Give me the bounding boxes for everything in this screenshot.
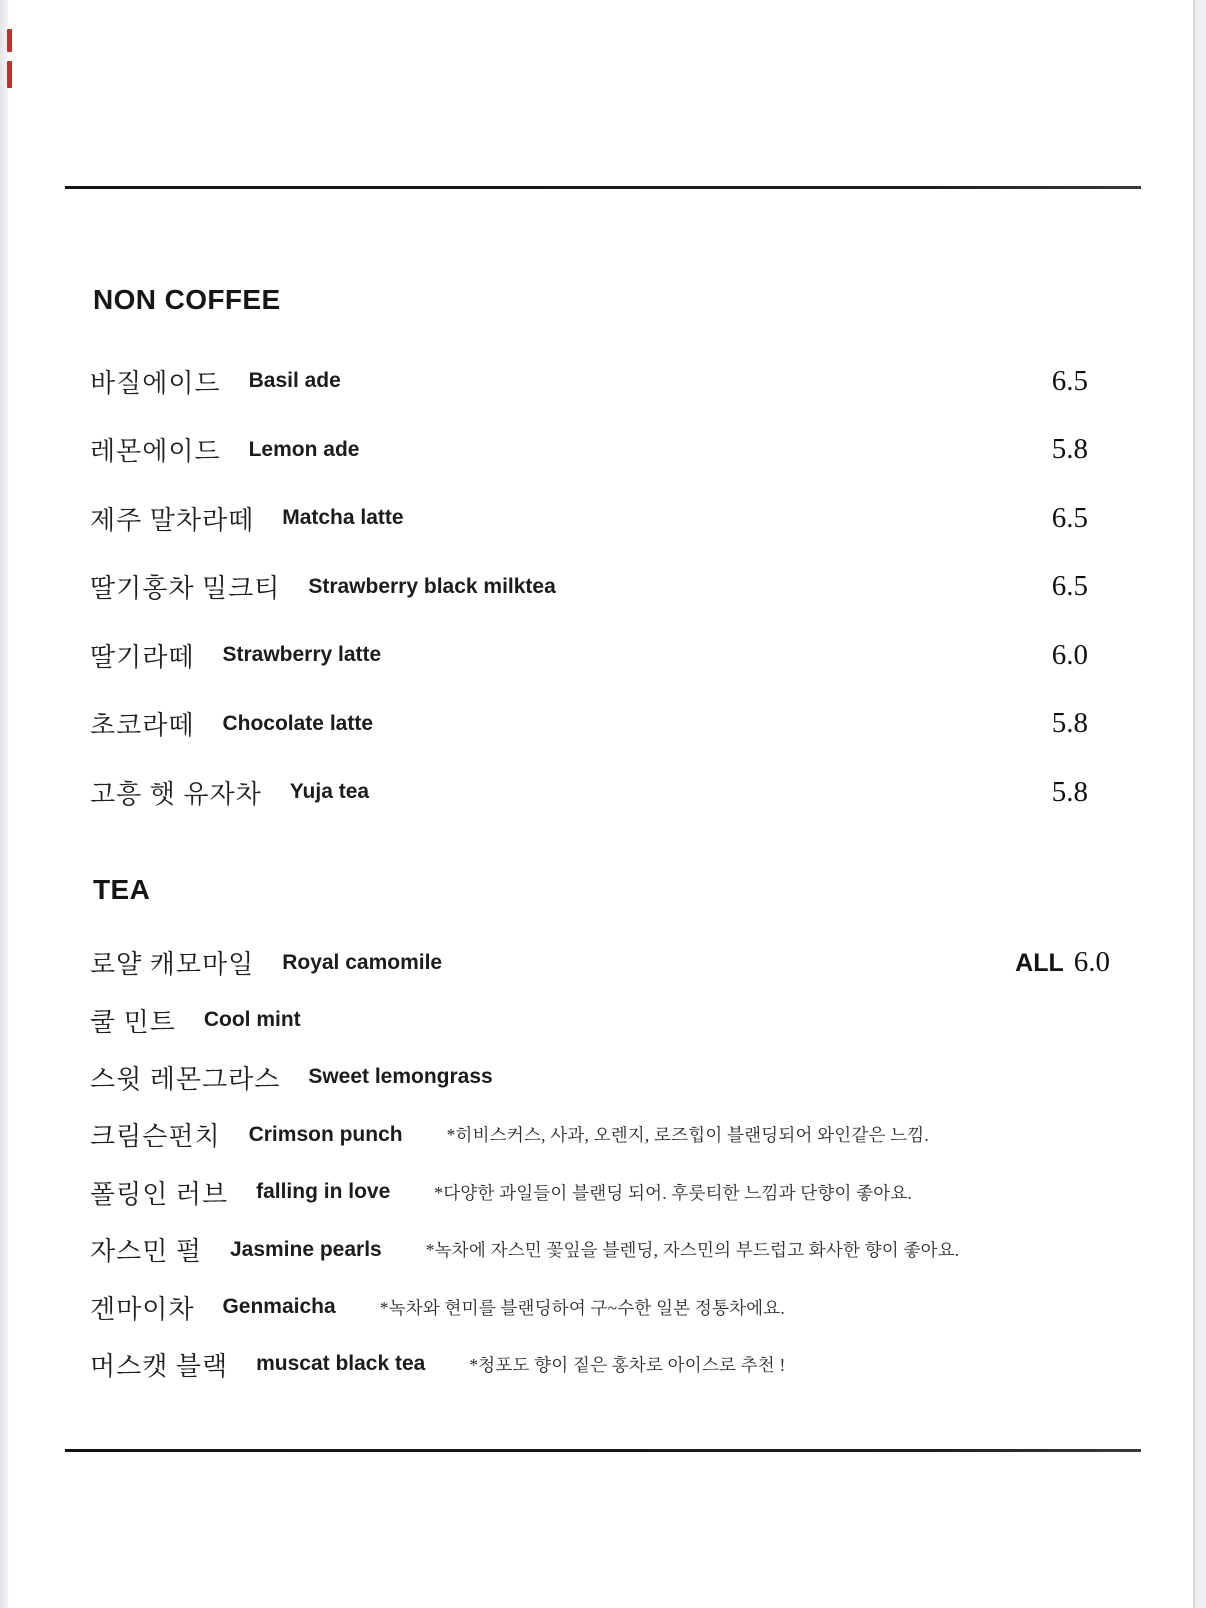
item-name-english: Lemon ade — [248, 437, 360, 461]
item-price: 6.5 — [1051, 570, 1088, 603]
item-name-english: Cool mint — [203, 1008, 301, 1032]
item-description: *다양한 과일들이 블랜딩 되어. 후룻티한 느낌과 단향이 좋아요. — [434, 1182, 913, 1203]
item-name-english: Matcha latte — [282, 506, 404, 530]
item-name-korean: 딸기라떼 — [90, 642, 195, 672]
menu-item-row — [90, 991, 1110, 1048]
menu-item-row — [90, 1336, 1110, 1393]
menu-item-row — [90, 934, 1110, 991]
item-name-korean: 레몬에이드 — [90, 437, 221, 467]
item-name-korean: 폴링인 러브 — [90, 1179, 229, 1209]
item-name-english: Genmaicha — [222, 1295, 336, 1319]
menu-item-row — [90, 690, 1088, 759]
item-name-english: Royal camomile — [282, 950, 443, 974]
item-name-korean: 로얄 캐모마일 — [90, 950, 255, 980]
non-coffee-list — [90, 347, 1088, 827]
item-price: 6.5 — [1051, 364, 1088, 397]
item-name-korean: 딸기홍차 밀크티 — [90, 574, 281, 604]
item-price: 5.8 — [1051, 707, 1088, 740]
item-description: *녹차에 자스민 꽃잎을 블렌딩, 자스민의 부드럽고 화사한 향이 좋아요. — [425, 1240, 960, 1261]
left-page-edge — [0, 0, 8, 1608]
tea-all-value: 6.0 — [1073, 946, 1110, 979]
menu-item-row — [90, 1106, 1110, 1163]
section-title-tea: TEA — [93, 874, 151, 905]
menu-item-row — [90, 484, 1088, 553]
item-name-english: Crimson punch — [248, 1122, 403, 1146]
bottom-divider — [65, 1449, 1141, 1452]
menu-item-row — [90, 347, 1088, 416]
item-name-korean: 크림슨펀치 — [90, 1122, 221, 1152]
item-description: *녹차와 현미를 블랜딩하여 구~수한 일본 정통차에요. — [379, 1297, 785, 1318]
item-name-korean: 쿨 민트 — [90, 1007, 176, 1037]
item-name-english: muscat black tea — [256, 1352, 426, 1376]
red-edge-mark — [7, 61, 12, 88]
item-name-korean: 바질에이드 — [90, 368, 221, 398]
tea-all-price — [1015, 946, 1110, 979]
menu-item-row — [90, 621, 1088, 690]
red-edge-mark — [7, 29, 12, 52]
item-name-korean: 겐마이차 — [90, 1294, 195, 1324]
item-name-english: Yuja tea — [289, 780, 370, 804]
item-name-english: Jasmine pearls — [229, 1237, 382, 1261]
item-description: *청포도 향이 짙은 홍차로 아이스로 추천 ! — [469, 1354, 786, 1375]
menu-item-row — [90, 758, 1088, 827]
menu-item-row — [90, 1221, 1110, 1278]
item-name-korean: 제주 말차라떼 — [90, 505, 255, 535]
item-name-korean: 머스캣 블랙 — [90, 1351, 229, 1381]
item-price: 5.8 — [1051, 433, 1088, 466]
item-name-english: Basil ade — [248, 369, 341, 393]
item-price: 5.8 — [1051, 775, 1088, 808]
item-name-korean: 스윗 레몬그라스 — [90, 1064, 281, 1094]
item-price: 6.5 — [1051, 501, 1088, 534]
menu-item-row — [90, 553, 1088, 622]
top-divider — [65, 186, 1141, 189]
item-price: 6.0 — [1051, 638, 1088, 671]
scrollbar-track[interactable] — [1193, 0, 1206, 1608]
item-name-english: falling in love — [256, 1180, 391, 1204]
menu-item-row — [90, 1278, 1110, 1335]
item-name-english: Sweet lemongrass — [308, 1065, 493, 1089]
tea-list — [90, 934, 1110, 1393]
menu-item-row — [90, 1049, 1110, 1106]
item-name-korean: 자스민 펄 — [90, 1237, 202, 1267]
menu-item-row — [90, 1164, 1110, 1221]
item-name-english: Strawberry latte — [222, 643, 382, 667]
item-name-korean: 고흥 햇 유자차 — [90, 779, 262, 809]
item-name-english: Strawberry black milktea — [308, 574, 556, 598]
item-description: *히비스커스, 사과, 오렌지, 로즈힙이 블랜딩되어 와인같은 느낌. — [446, 1125, 929, 1146]
menu-item-row — [90, 416, 1088, 485]
item-name-english: Chocolate latte — [222, 711, 373, 735]
section-title-non-coffee: NON COFFEE — [93, 284, 281, 315]
item-name-korean: 초코라떼 — [90, 711, 195, 741]
tea-all-label: ALL — [1015, 949, 1064, 978]
